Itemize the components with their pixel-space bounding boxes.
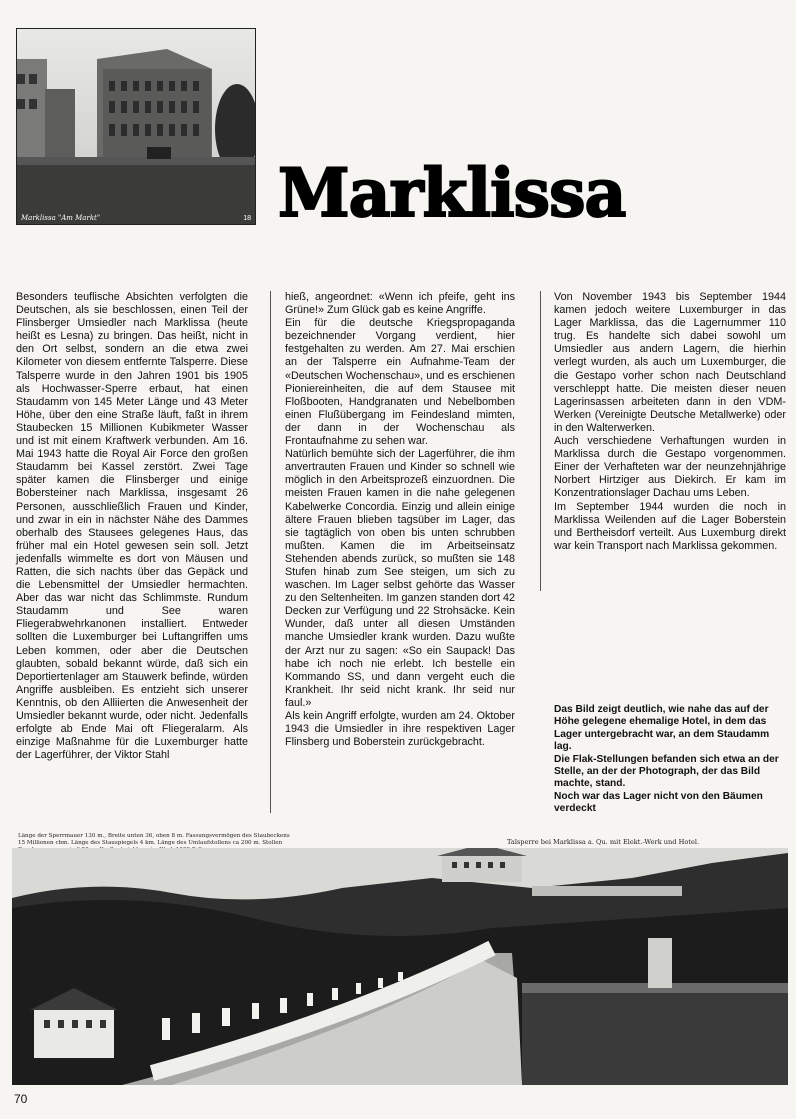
paragraph: Von November 1943 bis September 1944 kamen jedoch weitere Luxemburger in das Lager Marklissa, das die Lagernummer 110 trug. Es handelte sich dabei sowohl um Umsiedler aus andern Lagern, die hierhin verlegt wurden, als auch um Luxemburger, die die Gestapo vorher schon nach Deutschland verschleppt hatte. Die meisten dieser neuen Lagerinsassen arbeiteten dann in den VDM-Werken (Vereinigte Deutsche Metallwerke) oder in den Walterwerken. <box>554 291 786 434</box>
photo-caption-block <box>554 704 788 816</box>
column-divider <box>540 291 541 591</box>
dam-data-line: 15 Millionen cbm. Länge des Stauspiegels 4 km. Länge des Umlaufstollens ca 200 m. Stollen <box>18 840 283 846</box>
photo-caption: Marklissa "Am Markt" <box>21 214 101 222</box>
paragraph: Natürlich bemühte sich der Lagerführer, die ihm anvertrauten Frauen und Kinder so schnell wie möglich in den Arbeitsprozeß einzuordnen. Die meisten Frauen kamen in die nahe gelegenen Kabelwerke Concordia. Einzig und allein einige ältere Frauen blieben tagsüber im Lager, das sie tagtäglich von oben bis unten schrubben mußten. Kamen die im Arbeitseinsatz Stehenden abends zurück, so mußten sie 148 Stufen hinab zum See steigen, um sich zu waschen. Im Lager selbst gehörte das Wasser zu den Seltenheiten. Im ganzen standen dort 42 Decken zur Verfügung und 22 Strohsäcke. Kein Wunder, daß unter all diesen Umständen manche Umsiedler krank wurden. Dazu wußte der Arzt nur zu sagen: «So ein Saupack! Das habe ich noch nie erlebt. Ich bestelle ein Kommando SS, und dann vergeht euch die Krankheit. Ihr seid nicht krank. Ihr seid nur faul.» <box>285 448 515 709</box>
paragraph: Besonders teuflische Absichten verfolgten die Deutschen, als sie beschlossen, einen Teil der Flinsberger Umsiedler nach Marklissa (heute heißt es Lesna) zu bringen. Das heißt, nicht in den Ort selbst, sondern an die etwa zwei Kilometer von diesem entfernte Talsperre. Diese Talsperre wurde in den Jahren 1901 bis 1905 als Hochwasser-Sperre erbaut, hat einen Staudamm von 145 Meter Länge und 43 Meter Höhe, über den eine Straße läuft, faßt in ihrem Staubecken 15 Millionen Kubikmeter Wasser und ist mit einem Kraftwerk verbunden. Am 16. Mai 1943 hatte die Royal Air Force den großen Staudamm bei Kassel zerstört. Zwei Tage später kamen die Flinsberger und einige Bobersteiner nach Marklissa, insgesamt 26 Personen, ausschließlich Frauen und Kinder, und zwar in ein in nächster Nähe des Dammes oberhalb des Stausees gelegenes Haus, das früher mal ein Hotel gewesen sein soll. Jetzt jedenfalls wimmelte es dort von Mäusen und Ratten, die sich nachts über das Gepäck und die Lebensmittel der Umsiedler hermachten. Aber das war nicht das Schlimmste. Rundum Staudamm und See waren Fliegerabwehrkanonen installiert. Entweder sollten die Luxemburger bei Luftangriffen ums Leben kommen, oder aber die Deutschen glaubten, sobald bekannt würde, daß sich ein Deportiertenlager am Stauwerk befinde, würden Angriffe ausbleiben. Es entzieht sich unserer Kenntnis, ob den Alliierten die Anwesenheit der Umsiedler bekannt wurde, oder nicht. Jedenfalls erfolgte ab Ende Mai oft Fliegeralarm. Als einzige Maßnahme für die Luxemburger hatte der Lagerführer, der Viktor Stahl <box>16 291 248 762</box>
article-title: Marklissa <box>278 154 626 232</box>
market-square-image <box>17 29 255 224</box>
column-divider <box>270 291 271 813</box>
market-square-photo <box>16 28 256 225</box>
paragraph: hieß, angeordnet: «Wenn ich pfeife, geht ins Grüne!» Zum Glück gab es keine Angriffe. <box>285 291 515 317</box>
text-column-3 <box>554 291 786 553</box>
text-column-1 <box>16 291 248 762</box>
page-number: 70 <box>14 1092 28 1106</box>
postcard-title: Talsperre bei Marklissa a. Qu. mit Elekt.-Werk und Hotel. <box>507 838 700 846</box>
paragraph: Im September 1944 wurden die noch in Marklissa Weilenden auf die Lager Boberstein und Bertheisdorf verteilt. Aus Luxemburg direkt war kein Transport nach Marklissa gekommen. <box>554 500 786 552</box>
paragraph: Auch verschiedene Verhaftungen wurden in Marklissa durch die Gestapo vorgenommen. Einer der Verhafteten war der neunzehnjährige Norbert Hirtziger aus Diekirch. Er kam im Konzentrationslager Dachau ums Leben. <box>554 435 786 500</box>
dam-image <box>12 848 788 1085</box>
caption-line: Das Bild zeigt deutlich, wie nahe das auf der Höhe gelegene ehemalige Hotel, in dem das Lager untergebracht war, an dem Staudamm lag. <box>554 704 770 753</box>
dam-data-line: Länge der Sperrmauer 130 m., Breite unten 36, oben 8 m. Fassungsvermögen des Staubeckens <box>18 833 290 839</box>
caption-line: Noch war das Lager nicht von den Bäumen verdeckt <box>554 790 763 815</box>
caption-line: Die Flak-Stellungen befanden sich etwa an der Stelle, an der der Photograph, der das Bild machte, stand. <box>554 753 779 790</box>
dam-photo <box>12 848 788 1085</box>
paragraph: Als kein Angriff erfolgte, wurden am 24. Oktober 1943 die Umsiedler in ihre respektiven Lager Flinsberg und Boberstein zurückgebracht. <box>285 710 515 749</box>
paragraph: Ein für die deutsche Kriegspropaganda bezeichnender Vorgang verdient, hier festgehalten zu werden. Am 27. Mai erschien an der Talsperre ein Aufnahme-Team der «Deutschen Wochenschau», und es erschienen Pioniereinheiten, die auf dem Stausee mit Floßbooten, Handgranaten und Nebelbomben einen Flußübergang im Feindesland mimten, der dann in der Wochenschau als Frontaufnahme zu sehen war. <box>285 317 515 448</box>
text-column-2 <box>285 291 515 749</box>
photo-number: 18 <box>243 215 251 222</box>
